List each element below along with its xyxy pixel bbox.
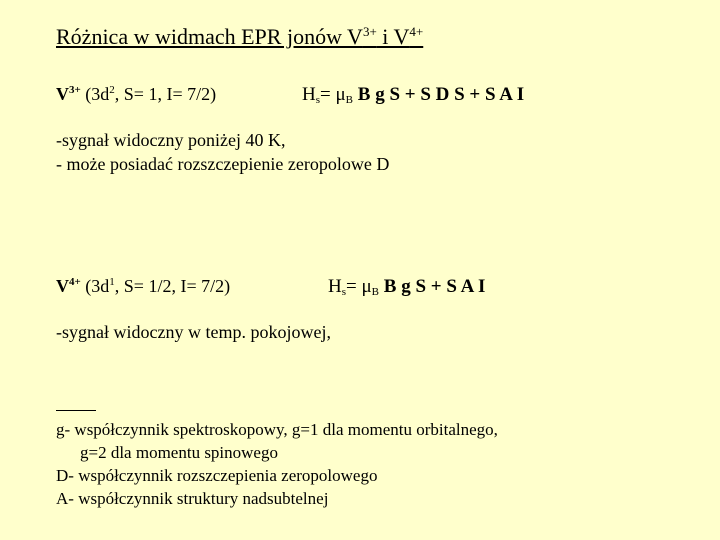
footnote-divider (56, 410, 96, 411)
v3-config-b: , S= 1, I= 7/2) (114, 84, 217, 104)
v3-ham-eq: = μ (320, 84, 346, 105)
v4-charge: 4+ (69, 276, 81, 288)
v3-ham-sub-s: s (315, 94, 321, 106)
v3-ham-rest: B g S + S D S + S A I (353, 84, 525, 105)
v3-ham-h: H (302, 84, 316, 105)
v3-note-2: - może posiadać rozszczepienie zeropolowe D (56, 154, 390, 174)
v4-config-sup: 1 (109, 276, 115, 288)
v3-config (56, 84, 216, 105)
v4-config-b: , S= 1/2, I= 7/2) (114, 276, 231, 296)
v3-note-1: -sygnał widoczny poniżej 40 K, (56, 130, 286, 150)
v4-note-1: -sygnał widoczny w temp. pokojowej, (56, 322, 331, 342)
footnote-g-line-2: g=2 dla momentu spinowego (80, 443, 278, 462)
v3-ham-sub-b: B (345, 94, 354, 106)
v4-ham-sub-s: s (341, 286, 347, 298)
v4-ion: V (56, 276, 69, 296)
v4-ham-sub-b: B (371, 286, 380, 298)
v4-ham-rest: B g S + S A I (379, 276, 486, 297)
footnote-a: A- współczynnik struktury nadsubtelnej (56, 489, 329, 508)
footnote-g-line-1: g- współczynnik spektroskopowy, g=1 dla momentu orbitalnego, (56, 420, 498, 439)
v4-ham-h: H (328, 276, 342, 297)
footnote-d: D- współczynnik rozszczepienia zeropolowego (56, 466, 378, 485)
v3-config-sup: 2 (109, 84, 115, 96)
v3-hamiltonian (302, 84, 524, 106)
title-text: Różnica w widmach EPR jonów V (56, 24, 363, 49)
v4-hamiltonian (328, 276, 485, 298)
v4-config (56, 276, 230, 297)
slide-title (56, 24, 423, 50)
v3-ion: V (56, 84, 69, 104)
v4-config-a: (3d (80, 276, 110, 296)
v4-ham-eq: = μ (346, 276, 372, 297)
title-charge-4: 4+ (409, 24, 424, 39)
v3-config-a: (3d (80, 84, 110, 104)
v3-charge: 3+ (69, 84, 81, 96)
title-mid: i V (376, 24, 410, 49)
title-charge-3: 3+ (362, 24, 377, 39)
